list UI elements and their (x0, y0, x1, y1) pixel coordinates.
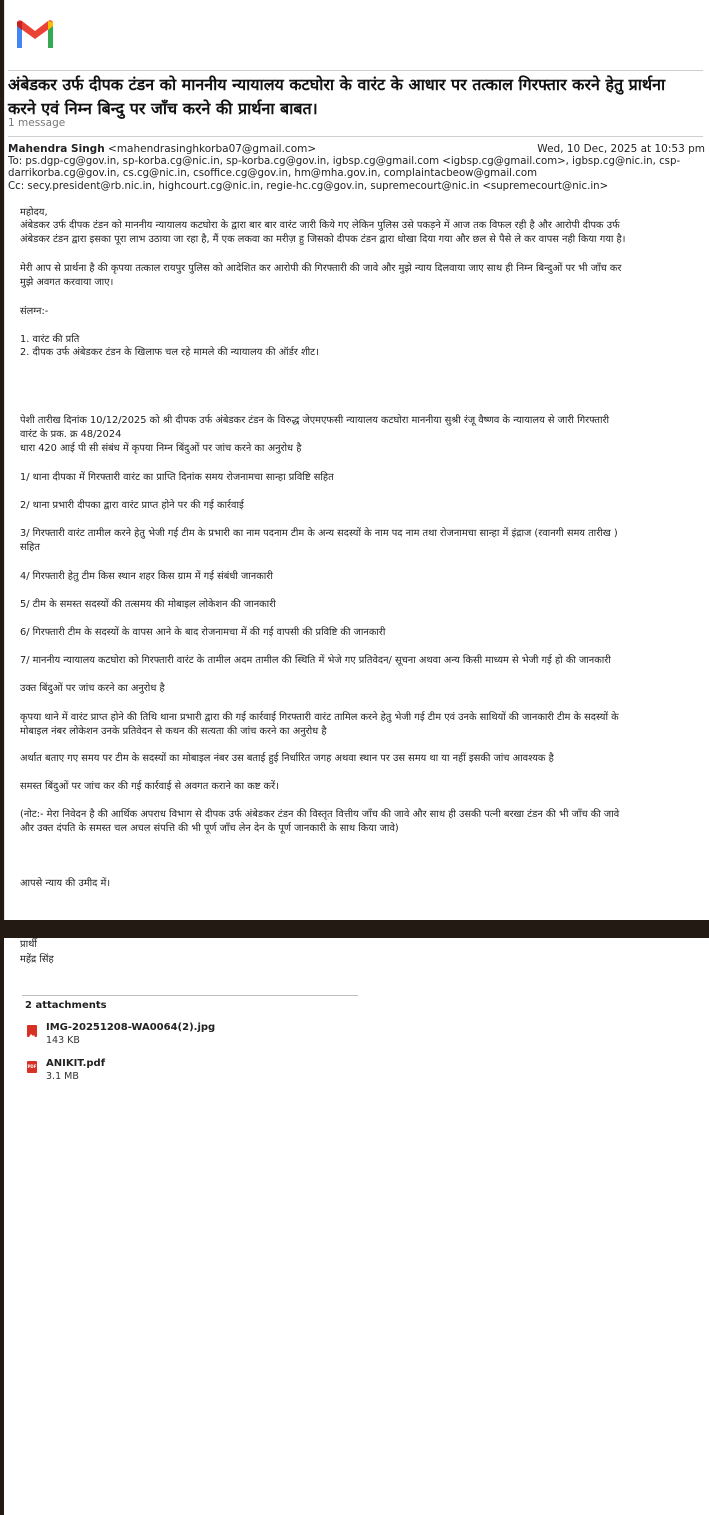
email-subject (8, 70, 703, 121)
header-divider (8, 136, 703, 137)
sender-line[interactable] (8, 143, 316, 155)
closing-line: आपसे न्याय की उमीद में। (20, 878, 111, 889)
paragraph-3-line-3: धारा 420 आई पी सी संबंध में कृपया निम्न बिंदुओं पर जांच करने का अनुरोध है (20, 443, 302, 454)
message-count: 1 message (8, 117, 66, 129)
paragraph-6: समस्त बिंदुओं पर जांच कर की गई कार्रवाई से अवगत कराने का कष्ट करें। (20, 781, 279, 792)
paragraph-5: अर्थात बताए गए समय पर टीम के सदस्यों का मोबाइल नंबर उस बताई हुई निर्धारित जगह अथवा स्थान पर उस समय था या नहीं इसकी जांच आवश्यक है (20, 753, 554, 764)
paragraph-1-line-1: अंबेडकर उर्फ दीपक टंडन को माननीय न्यायालय कटघोरा के द्वारा बार बार वारंट जारी किये गए लेकिन पुलिस उसे पकड़ने में आज तक विफल रही है और आरोपी दीपक उर्फ (20, 220, 620, 231)
gmail-icon (14, 18, 56, 50)
point-2: 2/ थाना प्रभारी दीपका द्वारा वारंट प्राप्त होने पर की गई कार्रवाई (20, 500, 244, 511)
cc-line: Cc: secy.president@rb.nic.in, highcourt.cg@nic.in, regie-hc.cg@gov.in, supremecourt@nic.in <supremecourt@nic.in> (8, 181, 609, 192)
email-date: Wed, 10 Dec, 2025 at 10:53 pm (537, 143, 705, 155)
salutation: महोदय, (20, 207, 48, 218)
pdf-file-icon: PDF (27, 1061, 37, 1073)
point-6: 6/ गिरफ्तारी टीम के सदस्यों के वापस आने के बाद रोजनामचा में की गई वापसी की प्रविष्टि की जानकारी (20, 627, 386, 638)
attachments-title: 2 attachments (25, 1000, 107, 1011)
note-line-1: (नोट:- मेरा निवेदन है की आर्थिक अपराध विभाग से दीपक उर्फ अंबेडकर टंडन की विस्तृत वित्तीय जाँच की जावे और साथ ही उसकी पत्नी बरखा टंडन की भी जाँच की जावे (20, 809, 620, 820)
point-7: 7/ माननीय न्यायालय कटघोरा को गिरफ्तारी वारंट के तामील अदम तामील की स्थिति में भेजे गए प्रतिवेदन/ सूचना अथवा अन्य किसी माध्यम से भेजी गई हो की जानकारी (20, 655, 611, 666)
paragraph-1-line-2: अंबेडकर टंडन द्वारा इसका पूरा लाभ उठाया जा रहा है, मैं एक लकवा का मरीज़ हु जिसको दीपक टंडन द्वारा धोखा दिया गया और छल से पैसे ले कर वापस नही किया गया है। (20, 234, 626, 245)
sender-email: <mahendrasinghkorba07@gmail.com> (108, 143, 317, 155)
enclosure-item-2: 2. दीपक उर्फ अंबेडकर टंडन के खिलाफ चल रहे मामले की न्यायालय की ऑर्डर शीट। (20, 347, 319, 358)
point-5: 5/ टीम के समस्त सदस्यों की तत्समय की मोबाइल लोकेशन की जानकारी (20, 599, 276, 610)
paragraph-4-line-2: मोबाइल नंबर लोकेशन उनके प्रतिवेदन से कथन की सत्यता की जांच करने का अनुरोध है (20, 726, 327, 737)
to-line-2: darrikorba.cg@gov.in, cs.cg@nic.in, csoffice.cg@gov.in, hm@mha.gov.in, complaintacbeow@gmail.com (8, 168, 537, 179)
paragraph-2-line-2: मुझे अवगत करवाया जाए। (20, 277, 114, 288)
signature-role: प्रार्थी (20, 939, 37, 950)
enclosure-item-1: 1. वारंट की प्रति (20, 334, 80, 345)
request-line: उक्त बिंदुओं पर जांच करने का अनुरोध है (20, 683, 165, 694)
paragraph-2-line-1: मेरी आप से प्रार्थना है की कृपया तत्काल रायपुर पुलिस को आदेशित कर आरोपी की गिरफ्तारी की जावे और मुझे न्याय दिलवाया जाए साथ ही निम्न बिन्दुओं पर भी जाँच कर (20, 263, 622, 274)
note-line-2: और उक्त दंपति के समस्त चल अचल संपत्ति की भी पूर्ण जाँच लेन देन के पूर्ण जानकारी के साथ किया जावे) (20, 823, 399, 834)
point-1: 1/ थाना दीपका में गिरफ्तारी वारंट का प्राप्ति दिनांक समय रोजनामचा सान्हा प्रविष्टि सहित (20, 472, 334, 483)
attachments-divider (22, 995, 358, 996)
sender-name: Mahendra Singh (8, 143, 105, 155)
attachment-name[interactable]: IMG-20251208-WA0064(2).jpg (46, 1022, 216, 1033)
paragraph-3-line-1: पेशी तारीख दिनांक 10/12/2025 को श्री दीपक उर्फ अंबेडकर टंडन के विरुद्ध जेएमएफसी न्यायालय कटघोरा माननीया सुश्री रंजू वैष्णव के न्यायालय से जारी गिरफ्तारी (20, 415, 610, 426)
image-file-icon (27, 1025, 37, 1037)
subject-line-2: करने एवं निम्न बिन्दु पर जाँच करने की प्रार्थना बाबत। (8, 99, 318, 118)
signature-name: महेंद्र सिंह (20, 954, 54, 965)
point-3-line-1: 3/ गिरफ्तारी वारंट तामील करने हेतु भेजी गई टीम के प्रभारी का नाम पदनाम टीम के अन्य सदस्यों के नाम पद नाम तथा रोजनामचा सान्हा में इंद्राज (रवानगी समय तारीख ) (20, 528, 618, 539)
attachment-size: 3.1 MB (46, 1071, 79, 1082)
attachment-name[interactable]: ANIKIT.pdf (46, 1058, 106, 1069)
paragraph-3-line-2: वारंट के प्रक. क्र 48/2024 (20, 429, 122, 440)
enclosure-heading: संलग्न:- (20, 306, 49, 317)
point-4: 4/ गिरफ्तारी हेतु टीम किस स्थान शहर किस ग्राम में गई संबंधी जानकारी (20, 571, 273, 582)
attachment-size: 143 KB (46, 1035, 80, 1046)
to-line-1: To: ps.dgp-cg@gov.in, sp-korba.cg@nic.in, sp-korba.cg@gov.in, igbsp.cg@gmail.com <igbsp.cg@gmail.com>, igbsp.cg@nic.in, csp- (8, 156, 681, 167)
subject-line-1: अंबेडकर उर्फ दीपक टंडन को माननीय न्यायालय कटघोरा के वारंट के आधार पर तत्काल गिरफ्तार करने हेतु प्रार्थना (8, 75, 666, 94)
point-3-line-2: सहित (20, 542, 40, 553)
paragraph-4-line-1: कृपया थाने में वारंट प्राप्त होने की तिथि थाना प्रभारी द्वारा की गई कार्रवाई गिरफ्तारी वारंट तामिल करने हेतु भेजी गई टीम एवं उनके साथियों की जानकारी टीम के सदस्यों के (20, 712, 619, 723)
